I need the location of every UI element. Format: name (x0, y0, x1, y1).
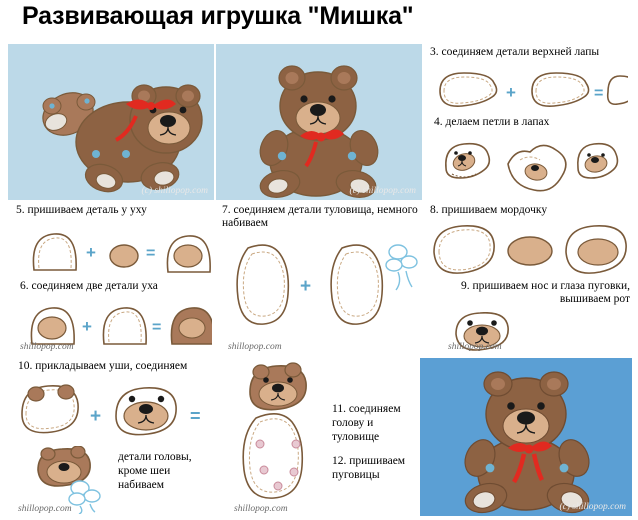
step-7-panel (218, 202, 422, 354)
svg-text:+: + (82, 317, 92, 336)
svg-text:=: = (152, 319, 162, 336)
step-10-caption: 10. прикладываем уши, соединяем (18, 360, 188, 372)
watermark-step-8-9: shillopop.com (448, 342, 502, 352)
photo-1-illustration (8, 44, 214, 200)
svg-text:=: = (146, 245, 156, 262)
step-4-caption: 4. делаем петли в лапах (434, 116, 550, 128)
svg-text:+: + (90, 406, 102, 427)
watermark-step-5-6: shillopop.com (20, 342, 74, 352)
step-5-caption: 5. пришиваем деталь у уху (16, 204, 147, 216)
step-3-4-panel (424, 44, 632, 200)
step-10-panel (8, 358, 218, 516)
step-4-diagram (432, 134, 628, 198)
svg-text:=: = (190, 406, 201, 426)
step-11-12-panel (220, 358, 418, 516)
step-8-9-panel (424, 202, 632, 354)
photo-bear-lying (8, 44, 214, 200)
watermark-step-10: shillopop.com (18, 504, 72, 514)
step-10-diagram (14, 380, 216, 446)
step-11-diagram (234, 362, 332, 502)
watermark-photo-3: (c) shillopop.com (559, 502, 626, 512)
step-11-caption: 11. соединяем голову и туловище (332, 403, 401, 443)
step-8-caption: 8. пришиваем мордочку (430, 204, 548, 216)
watermark-step-7: shillopop.com (228, 342, 282, 352)
svg-text:+: + (86, 243, 96, 262)
watermark-step-11-12: shillopop.com (234, 504, 288, 514)
photo-bear-sitting (216, 44, 422, 200)
step-3-diagram (428, 66, 628, 116)
step-8-diagram (428, 222, 630, 278)
watermark-photo-2: (c) shillopop.com (349, 186, 416, 196)
step-5-6-panel (8, 202, 216, 354)
step-3-caption: 3. соединяем детали верхней лапы (430, 46, 600, 58)
step-7-diagram (226, 238, 422, 334)
step-10b-caption: детали головы, кроме шеи набиваем (118, 451, 192, 491)
svg-text:+: + (300, 276, 312, 297)
photo-3-illustration (420, 358, 632, 516)
svg-text:+: + (506, 83, 516, 102)
step-12-caption: 12. пришиваем пуговицы (332, 455, 406, 481)
page-title: Развивающая игрушка "Мишка" (22, 2, 414, 30)
svg-text:=: = (594, 85, 604, 102)
step-6-caption: 6. соединяем две детали уха (20, 280, 158, 292)
step-7-caption: 7. соединяем детали туловища, немного набиваем (222, 204, 418, 229)
step-9-caption: 9. пришиваем нос и глаза пуговки, вышиваем рот (460, 280, 630, 305)
photo-2-illustration (216, 44, 422, 200)
step-5-diagram (22, 226, 212, 278)
photo-bear-finished (420, 358, 632, 516)
watermark-photo-1: (c) shillopop.com (141, 186, 208, 196)
